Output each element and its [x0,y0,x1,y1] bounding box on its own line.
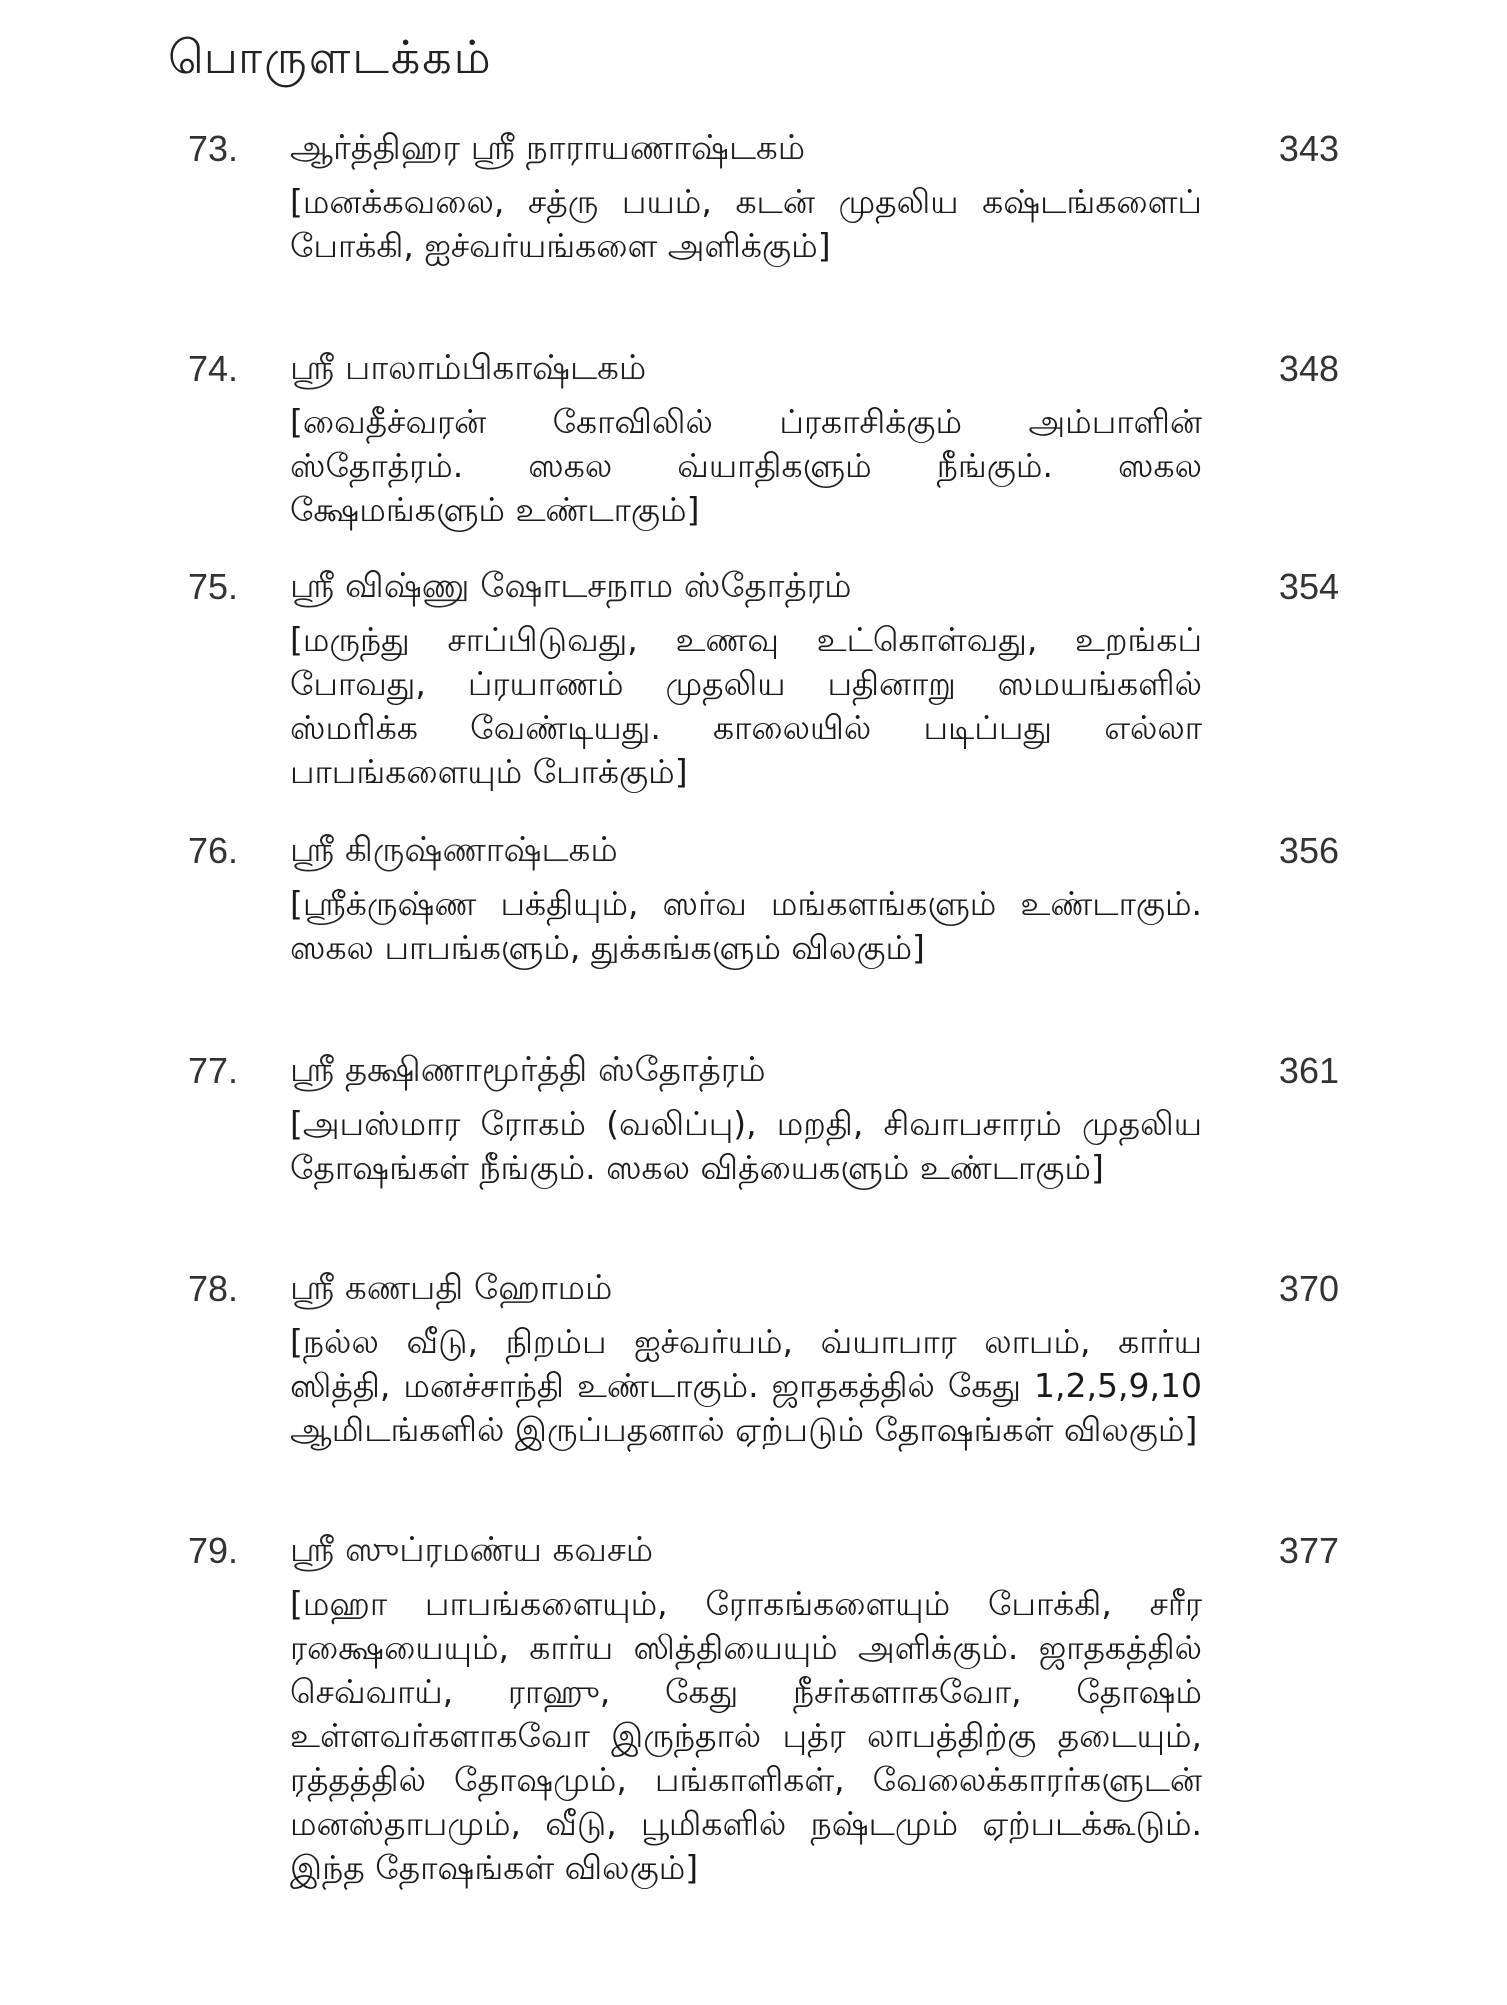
entry-page-number: 361 [1278,1050,1339,1091]
entry-number: 79. [188,1530,239,1571]
entry-title: ஸ்ரீ கிருஷ்ணாஷ்டகம் [290,830,618,870]
page-header: பொருளடக்கம் [168,30,493,84]
entry-number: 78. [188,1268,239,1309]
entry-description: [அபஸ்மார ரோகம் (வலிப்பு), மறதி, சிவாபசாரம் முதலிய தோஷங்கள் நீங்கும். ஸகல வித்யைகளும் உண்டாகும்] [290,1104,1202,1187]
entry-title: ஸ்ரீ தக்ஷிணாமூர்த்தி ஸ்தோத்ரம் [290,1050,766,1090]
entry-page-number: 354 [1278,566,1339,607]
entry-description: [நல்ல வீடு, நிறம்ப ஐச்வர்யம், வ்யாபார லாபம், கார்ய ஸித்தி, மனச்சாந்தி உண்டாகும். ஜாதகத்தில் கேது 1,2,5,9,10 ஆமிடங்களில் இருப்பதனால் ஏற்படும் தோஷங்கள் விலகும்] [290,1322,1202,1449]
entry-number: 73. [188,128,239,169]
entry-title: ஆர்த்திஹர ஸ்ரீ நாராயணாஷ்டகம் [290,128,806,168]
entry-page-number: 343 [1278,128,1339,169]
entry-page-number: 377 [1278,1530,1339,1571]
entry-description: [ஸ்ரீக்ருஷ்ண பக்தியும், ஸர்வ மங்களங்களும் உண்டாகும். ஸகல பாபங்களும், துக்கங்களும் விலகும்] [290,884,1202,967]
entry-page-number: 348 [1278,348,1339,389]
entry-description: [வைதீச்வரன் கோவிலில் ப்ரகாசிக்கும் அம்பாளின் ஸ்தோத்ரம். ஸகல வ்யாதிகளும் நீங்கும். ஸகல க்ஷேமங்களும் உண்டாகும்] [290,402,1202,529]
entry-number: 75. [188,566,239,607]
entry-description: [மனக்கவலை, சத்ரு பயம், கடன் முதலிய கஷ்டங்களைப் போக்கி, ஐச்வர்யங்களை அளிக்கும்] [290,182,1202,265]
entry-description: [மருந்து சாப்பிடுவது, உணவு உட்கொள்வது, உறங்கப் போவது, ப்ரயாணம் முதலிய பதினாறு ஸமயங்களில் ஸ்மரிக்க வேண்டியது. காலையில் படிப்பது எல்லா பாபங்களையும் போக்கும்] [290,620,1202,791]
entry-title: ஸ்ரீ பாலாம்பிகாஷ்டகம் [290,348,647,388]
entry-title: ஸ்ரீ விஷ்ணு ஷோடசநாம ஸ்தோத்ரம் [290,566,852,606]
entry-page-number: 356 [1278,830,1339,871]
entry-number: 76. [188,830,239,871]
entry-page-number: 370 [1278,1268,1339,1309]
entry-number: 77. [188,1050,239,1091]
entry-number: 74. [188,348,239,389]
entry-title: ஸ்ரீ கணபதி ஹோமம் [290,1268,613,1308]
entry-title: ஸ்ரீ ஸுப்ரமண்ய கவசம் [290,1530,654,1570]
entry-description: [மஹா பாபங்களையும், ரோகங்களையும் போக்கி, சரீர ரக்ஷையையும், கார்ய ஸித்தியையும் அளிக்கும். ஜாதகத்தில் செவ்வாய், ராஹு, கேது நீசர்களாகவோ, தோஷம் உள்ளவர்களாகவோ இருந்தால் புத்ர லாபத்திற்கு தடையும், ரத்தத்தில் தோஷமும், பங்காளிகள், வேலைக்காரர்களுடன் மனஸ்தாபமும், வீடு, பூமிகளில் நஷ்டமும் ஏற்படக்கூடும். இந்த தோஷங்கள் விலகும்] [290,1584,1202,1887]
